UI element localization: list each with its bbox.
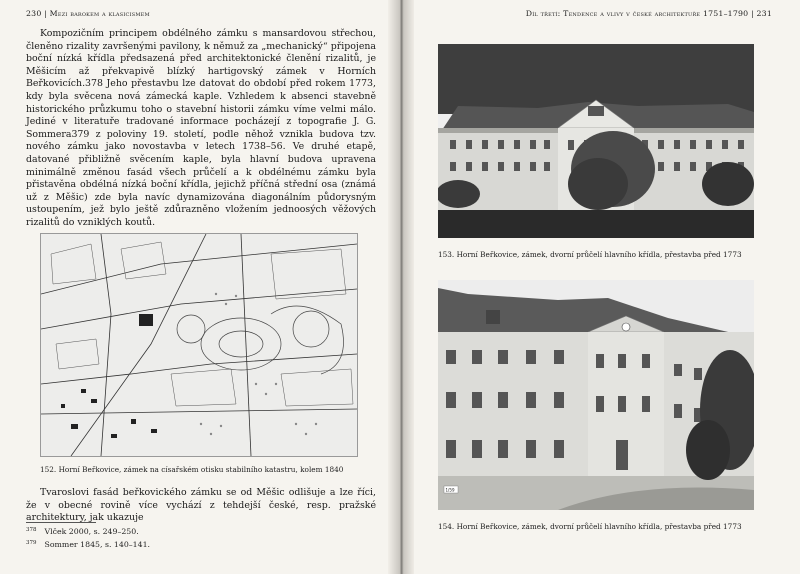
footnote-rule	[26, 522, 96, 523]
left-page	[0, 0, 396, 574]
chateau-courtyard-photo	[438, 44, 754, 238]
photo-sign-text: 1/59	[445, 487, 455, 493]
footnote-text: Vlček 2000, s. 249–250.	[44, 527, 139, 536]
footnote-379	[26, 540, 150, 549]
caption-154: 154. Horní Beřkovice, zámek, dvorní průčelí hlavního křídla, přestavba před 1773	[438, 522, 742, 531]
photo-154	[438, 280, 754, 510]
footnote-378	[26, 527, 139, 536]
right-page	[404, 0, 800, 574]
caption-153: 153. Horní Beřkovice, zámek, dvorní průčelí hlavního křídla, přestavba před 1773	[438, 250, 742, 259]
left-running-header: 230 | Mezi barokem a klasicismem	[26, 9, 150, 18]
cadastral-map-drawing	[41, 234, 357, 456]
caption-152: 152. Horní Beřkovice, zámek na císařském otisku stabilního katastru, kolem 1840	[40, 465, 344, 474]
footnote-number: 378	[26, 527, 37, 533]
paragraph-2: Tvaroslovi fasád beřkovického zámku se od Měšic odlišuje a lze říci, že v obecné rovině více vychází z tehdejší české, resp. pražské architektury, jak ukazuje	[26, 487, 376, 524]
left-body-text	[26, 28, 376, 230]
footnote-text: Sommer 1845, s. 140–141.	[44, 540, 151, 549]
chateau-facade-photo	[438, 280, 754, 510]
paragraph-1: Kompozičním principem obdélného zámku s mansardovou střechou, členěno rizality završenými pavilony, k němuž za „mechanický“ připojena boční nízká křídla předsazená před architektonické členění rizalitů, je Měšicím až překvapivě blízký hartigovský zámek v Horních Beřkovicích.378 Jeho přestavbu lze datovat do období před rokem 1773, kdy byla svěcena nová zámecká kaple. Vzhledem k absenci stavebně historického průzkumu toho o stavební historii zámku víme velmi málo. Jediné v literatuře tradované informace pocházejí z topografie J. G. Sommera379 z poloviny 19. století, podle něhož vznikla budova tzv. nového zámku jako novostavba v letech 1738–56. Ve druhé etapě, datované přibližně svěcením kaple, byla hlavní budova upravena minimálně změnou fasád všech průčelí a k obdélnému zámku byla přistavěna obdélná nízká boční křídla, jejichž příčná střední osa (známá už z Měšic) zde byla navíc dynamizována diagonálním půdorysným ustoupením, jež bylo ještě zdůrazněno vložením jednoosých věžových rizalitů do vzniklých koutů.	[26, 28, 376, 228]
book-gutter	[388, 0, 414, 574]
right-running-header: Díl třetí: Tendence a vlivy v české architektuře 1751–1790 | 231	[525, 9, 772, 18]
footnote-number: 379	[26, 540, 37, 546]
photo-153	[438, 44, 754, 238]
cadastral-map-figure	[40, 233, 358, 457]
